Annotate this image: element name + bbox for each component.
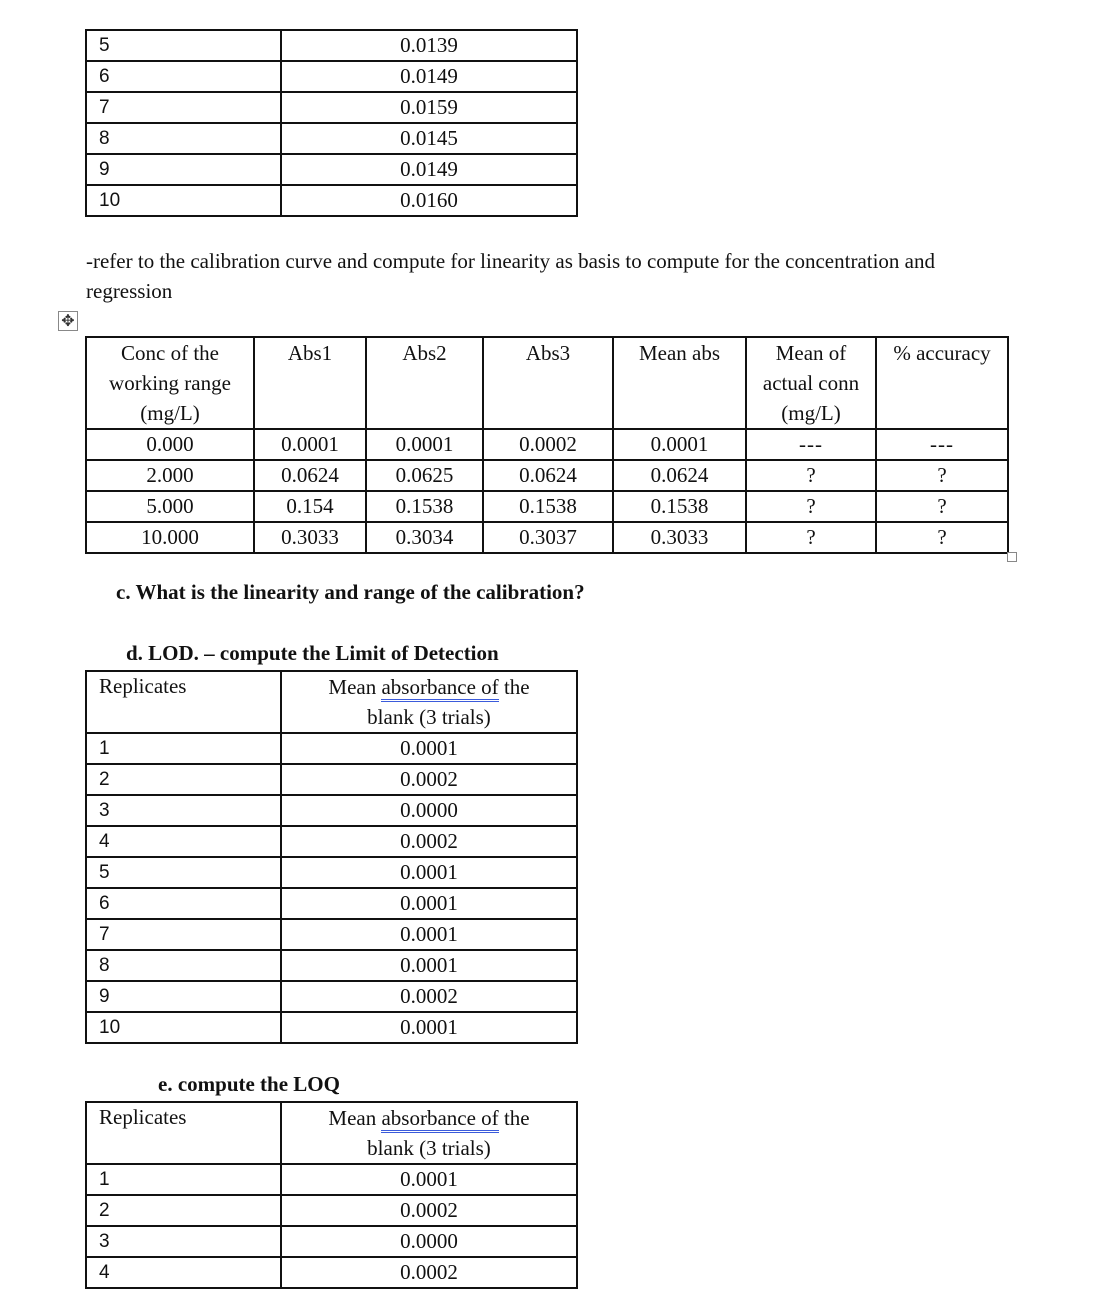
table-row (86, 1226, 577, 1257)
question-c: c. What is the linearity and range of the calibration? (116, 580, 585, 604)
replicate-number: 6 (86, 61, 281, 92)
cell-abs3: 0.3037 (483, 522, 613, 553)
replicate-number: 10 (86, 185, 281, 216)
replicate-number: 8 (86, 950, 281, 981)
replicate-value: 0.0001 (281, 888, 577, 919)
cell-abs2: 0.3034 (366, 522, 483, 553)
table-header-row (86, 337, 1008, 429)
table-row (86, 460, 1008, 491)
cell-mean-abs: 0.1538 (613, 491, 746, 522)
replicate-value: 0.0149 (281, 61, 577, 92)
table-row (86, 795, 577, 826)
replicate-number: 7 (86, 919, 281, 950)
table-row (86, 733, 577, 764)
replicate-value: 0.0149 (281, 154, 577, 185)
replicate-number: 6 (86, 888, 281, 919)
cell-abs1: 0.0624 (254, 460, 366, 491)
table-row (86, 123, 577, 154)
column-header-mean-absorbance (281, 1102, 577, 1164)
replicate-number: 9 (86, 154, 281, 185)
cell-abs3: 0.0624 (483, 460, 613, 491)
header-text: the (498, 1106, 530, 1130)
cell-conc: 2.000 (86, 460, 254, 491)
table-row (86, 919, 577, 950)
replicate-number: 3 (86, 1226, 281, 1257)
table-row (86, 491, 1008, 522)
cell-mean-abs: 0.0001 (613, 429, 746, 460)
replicate-number: 1 (86, 733, 281, 764)
spellcheck-underlined-text: absorbance of (381, 1106, 498, 1133)
cell-abs2: 0.0001 (366, 429, 483, 460)
replicate-value: 0.0002 (281, 981, 577, 1012)
cell-abs1: 0.3033 (254, 522, 366, 553)
cell-abs2: 0.0625 (366, 460, 483, 491)
column-header-abs3: Abs3 (483, 337, 613, 429)
table-row (86, 30, 577, 61)
replicate-number: 2 (86, 764, 281, 795)
replicate-value: 0.0002 (281, 1195, 577, 1226)
header-text: Mean (328, 675, 382, 699)
table-row (86, 1164, 577, 1195)
replicate-value: 0.0160 (281, 185, 577, 216)
cell-mean-actual: ? (746, 522, 876, 553)
table-header-row (86, 1102, 577, 1164)
column-header-abs1: Abs1 (254, 337, 366, 429)
cell-accuracy: ? (876, 491, 1008, 522)
column-header-mean-absorbance (281, 671, 577, 733)
table-row (86, 429, 1008, 460)
replicate-number: 4 (86, 1257, 281, 1288)
column-header-conc: Conc of the working range (mg/L) (86, 337, 254, 429)
cell-abs1: 0.154 (254, 491, 366, 522)
table-row (86, 1257, 577, 1288)
replicate-value: 0.0145 (281, 123, 577, 154)
table-row (86, 764, 577, 795)
column-header-mean-abs: Mean abs (613, 337, 746, 429)
loq-table (85, 1101, 578, 1289)
replicate-value: 0.0001 (281, 1164, 577, 1195)
header-text: blank (3 trials) (367, 1136, 491, 1160)
table-row (86, 154, 577, 185)
replicate-number: 1 (86, 1164, 281, 1195)
replicate-number: 8 (86, 123, 281, 154)
cell-mean-abs: 0.3033 (613, 522, 746, 553)
instruction-text: -refer to the calibration curve and compute for linearity as basis to compute for the concentration and regression (86, 249, 936, 303)
spellcheck-underlined-text: absorbance of (381, 675, 498, 702)
header-text: blank (3 trials) (367, 705, 491, 729)
column-header-abs2: Abs2 (366, 337, 483, 429)
cell-abs3: 0.0002 (483, 429, 613, 460)
replicate-value: 0.0001 (281, 950, 577, 981)
column-header-accuracy: % accuracy (876, 337, 1008, 429)
replicate-value: 0.0002 (281, 1257, 577, 1288)
cell-conc: 5.000 (86, 491, 254, 522)
cell-mean-actual: ? (746, 491, 876, 522)
replicate-number: 5 (86, 30, 281, 61)
cell-abs1: 0.0001 (254, 429, 366, 460)
table-row (86, 981, 577, 1012)
replicate-value: 0.0002 (281, 764, 577, 795)
table-row (86, 522, 1008, 553)
cell-abs3: 0.1538 (483, 491, 613, 522)
table-row (86, 1012, 577, 1043)
replicate-number: 7 (86, 92, 281, 123)
table-resize-handle-icon[interactable] (1007, 552, 1017, 562)
replicate-number: 5 (86, 857, 281, 888)
table-row (86, 857, 577, 888)
header-text: the (498, 675, 530, 699)
replicate-value: 0.0000 (281, 1226, 577, 1257)
cell-accuracy: --- (876, 429, 1008, 460)
header-text: Mean (328, 1106, 382, 1130)
cell-abs2: 0.1538 (366, 491, 483, 522)
cell-mean-actual: --- (746, 429, 876, 460)
replicate-value: 0.0000 (281, 795, 577, 826)
replicate-value: 0.0002 (281, 826, 577, 857)
cell-accuracy: ? (876, 460, 1008, 491)
cell-conc: 0.000 (86, 429, 254, 460)
replicate-number: 3 (86, 795, 281, 826)
replicate-value: 0.0159 (281, 92, 577, 123)
replicate-value: 0.0001 (281, 733, 577, 764)
table-row (86, 950, 577, 981)
column-header-replicates: Replicates (86, 671, 281, 733)
replicate-value: 0.0139 (281, 30, 577, 61)
replicate-value: 0.0001 (281, 857, 577, 888)
cell-conc: 10.000 (86, 522, 254, 553)
table-move-handle-icon[interactable]: ✥ (58, 311, 78, 331)
table-row (86, 61, 577, 92)
column-header-replicates: Replicates (86, 1102, 281, 1164)
cell-mean-actual: ? (746, 460, 876, 491)
cell-mean-abs: 0.0624 (613, 460, 746, 491)
replicate-value: 0.0001 (281, 1012, 577, 1043)
table-row (86, 888, 577, 919)
replicate-number: 10 (86, 1012, 281, 1043)
lod-table (85, 670, 578, 1044)
question-d: d. LOD. – compute the Limit of Detection (126, 641, 499, 665)
replicates-table-continued (85, 29, 578, 217)
cell-accuracy: ? (876, 522, 1008, 553)
column-header-mean-actual: Mean of actual conn (mg/L) (746, 337, 876, 429)
table-row (86, 92, 577, 123)
calibration-table (85, 336, 1009, 554)
replicate-number: 2 (86, 1195, 281, 1226)
replicate-number: 9 (86, 981, 281, 1012)
question-e: e. compute the LOQ (158, 1072, 340, 1096)
replicate-value: 0.0001 (281, 919, 577, 950)
table-row (86, 826, 577, 857)
table-row (86, 1195, 577, 1226)
table-row (86, 185, 577, 216)
table-header-row (86, 671, 577, 733)
replicate-number: 4 (86, 826, 281, 857)
